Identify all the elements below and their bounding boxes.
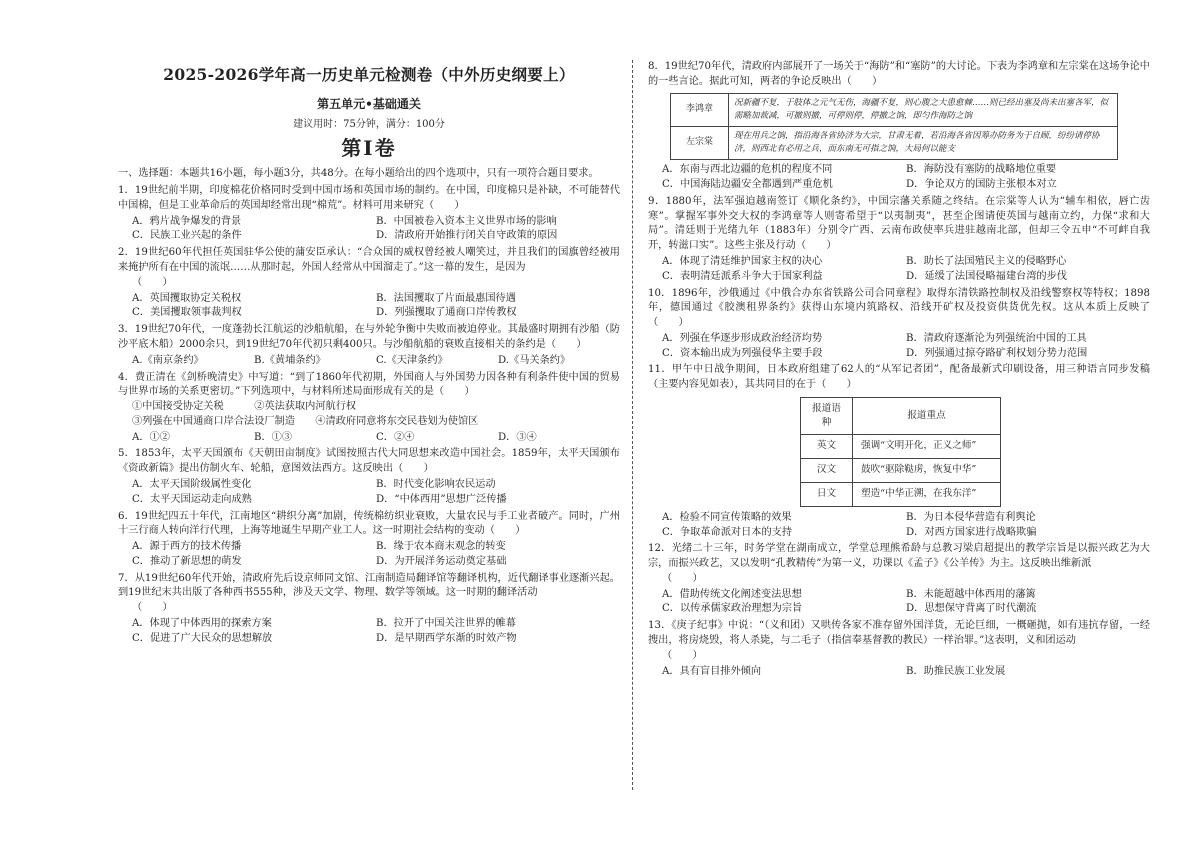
left-column [118, 58, 620, 647]
option-c: C．促进了广大民众的思想解放 [132, 632, 273, 644]
option-c: C．推动了新思想的萌发 [132, 555, 242, 567]
options [648, 163, 1150, 193]
options [118, 431, 620, 446]
option-b: B．法国攫取了片面最惠国待遇 [376, 292, 516, 304]
option-a: A.《南京条约》 [132, 354, 204, 366]
statement-line: ①中国接受协定关税 ②英法获取内河航行权 [132, 401, 357, 413]
option-b: B．海防没有塞防的战略地位重要 [906, 164, 1057, 176]
volume-title: 第Ⅰ卷 [341, 136, 397, 161]
option-c: C．表明清廷派系斗争大于国家利益 [662, 270, 823, 282]
option-d: D．争论双方的国防主张根本对立 [906, 179, 1057, 191]
speaker-quote: 况新疆不复，于肢体之元气无伤，海疆不复，则心腹之大患愈棘……则已经出塞及尚未出塞各军，似需略加裁减，可撤则撤，可停则停，停撤之饷，即匀作海防之饷 [729, 93, 1118, 126]
option-b: B．助长了法国殖民主义的侵略野心 [906, 255, 1067, 267]
option-d: D．“中体西用”思想广泛传播 [376, 493, 507, 505]
table-row [801, 482, 1001, 506]
question-2 [118, 246, 620, 321]
option-d: D.《马关条约》 [498, 354, 571, 366]
options [648, 588, 1150, 618]
options [648, 511, 1150, 541]
report-table [800, 397, 1001, 507]
option-a: A．检验不同宣传策略的效果 [662, 511, 792, 523]
option-d: D．是早期西学东渐的时效产物 [376, 632, 517, 644]
question-12 [648, 542, 1150, 617]
question-6 [118, 510, 620, 570]
option-b: B．清政府逐渐沦为列强统治中国的工具 [906, 332, 1087, 344]
quote-table [670, 93, 1118, 161]
option-a: A．鸦片战争爆发的背景 [132, 215, 242, 227]
column-header: 报道语种 [801, 397, 853, 434]
options [118, 354, 620, 369]
question-8 [648, 60, 1150, 193]
option-b: B．未能超越中体西用的藩篱 [906, 588, 1036, 600]
question-1 [118, 184, 620, 244]
question-stem: 8．19世纪70年代，清政府内部展开了一场关于“海防”和“塞防”的大讨论。下表为李鸿章和左宗棠在这场争论中的一些言论。据此可知，两者的争论反映出（ ） [648, 61, 1150, 87]
question-stem: 5．1853年，太平天国颁布《天朝田亩制度》试图按照古代大同思想来改造中国社会。1859年，太平天国颁布《资政新篇》提出仿制火车、轮船，意图效法西方。这反映出（ ） [118, 448, 620, 475]
option-b: B．为日本侵华营造有利舆论 [906, 511, 1036, 523]
focus-cell: 鼓吹“驱除鞑虏，恢复中华” [853, 458, 1001, 482]
question-7 [118, 572, 620, 647]
question-stem: 4．费正清在《剑桥晚清史》中写道：“到了1860年代初期，外国商人与外国势力因各种有利条件使中国的贸易与世界市场的关系更密切。”下列选项中，与材料所述局面形成有关的是（ ） [118, 371, 620, 398]
option-d: D．③④ [498, 431, 537, 443]
question-13 [648, 619, 1150, 679]
language-cell: 英文 [801, 434, 853, 458]
question-stem: 12．光绪二十三年，时务学堂在湖南成立，学堂总理熊希龄与总教习梁启超提出的教学宗旨是以振兴政艺为大宗，而振兴政艺，又以发明“孔教精传”为第一义，功课以《孟子》《公羊传》为主。这反映出维新派 [648, 543, 1150, 570]
option-b: B．拉开了中国关注世界的帷幕 [376, 618, 516, 630]
table-row [671, 126, 1118, 159]
option-b: B．助推民族工业发展 [906, 665, 1006, 677]
options [118, 292, 620, 322]
options [118, 215, 620, 245]
option-d: D．为开展洋务运动奠定基础 [376, 555, 507, 567]
options [648, 332, 1150, 362]
exam-title: 2025-2026学年高一历史单元检测卷（中外历史纲要上） [163, 65, 575, 84]
question-10 [648, 287, 1150, 362]
option-d: D．对西方国家进行战略欺骗 [906, 526, 1037, 538]
option-a: A．太平天国阶级属性变化 [132, 478, 252, 490]
option-b: B．中国被卷入资本主义世界市场的影响 [376, 215, 557, 227]
focus-cell: 塑造“中华正溯，在我东洋” [853, 482, 1001, 506]
column-divider [632, 60, 633, 790]
question-stem: 9．1880年，法军强迫越南签订《顺化条约》，中国宗藩关系随之终结。在宗棠等人认为“辅车相依，唇亡齿寒”。掌握军事外交大权的李鸿章等人则寄希望于“以夷制夷”，甚至企图请使英国与越南立约，力保“求和大局”。清廷则于光绪九年（1883年）分别令广西、云南布政使率兵进驻越南北部，但却三令五申“不可衅自我开，转滋口实”。这些主张及行动（ ） [648, 195, 1150, 252]
table-row [801, 458, 1001, 482]
statement-line: ③列强在中国通商口岸合法设厂制造 ④清政府同意将东交民巷划为使馆区 [132, 415, 479, 427]
option-c: C．太平天国运动走向成熟 [132, 493, 252, 505]
question-5 [118, 447, 620, 507]
option-c: C．资本输出成为列强侵华主要手段 [662, 347, 823, 359]
option-a: A．①② [132, 431, 170, 443]
option-a: A．源于西方的技术传播 [132, 541, 242, 553]
answer-paren: （ ） [132, 276, 173, 288]
answer-paren: （ ） [662, 572, 703, 584]
speaker-name: 李鸿章 [671, 93, 729, 126]
exam-info: 建议用时：75分钟，满分：100分 [293, 118, 445, 130]
question-stem: 6．19世纪四五十年代，江南地区“耕织分离”加剧，传统棉纺织业衰败，大量农民与手工业者破产。同时，广州十三行商人转向洋行代理，上海等地诞生早期产业工人。这一时期社会结构的变动（ ） [118, 510, 620, 537]
option-c: C．以传承儒家政治理想为宗旨 [662, 603, 803, 615]
option-a: A．东南与西北边疆的危机的程度不同 [662, 164, 833, 176]
option-b: B．①③ [254, 431, 293, 443]
options [118, 478, 620, 508]
speaker-quote: 现在用兵之饷，指沿海各省协济为大宗，甘肃无着，若沿海各省因筹办防务为于自顾，纷纷请停协济，则西北有必用之兵，而东南无可指之饷，大局何以能支 [729, 126, 1118, 159]
option-d: D．思想保守背离了时代潮流 [906, 603, 1037, 615]
speaker-name: 左宗棠 [671, 126, 729, 159]
option-d: D．列强通过掠夺路矿利权划分势力范围 [906, 347, 1088, 359]
question-4 [118, 371, 620, 446]
options [118, 540, 620, 570]
option-b: B．时代变化影响农民运动 [376, 478, 496, 490]
option-a: A．英国攫取协定关税权 [132, 292, 242, 304]
option-a: A．借助传统文化阐述变法思想 [662, 588, 802, 600]
table-row [801, 434, 1001, 458]
exam-subtitle: 第五单元•基础通关 [317, 97, 421, 112]
language-cell: 日文 [801, 482, 853, 506]
question-stem: 2．19世纪60年代担任英国驻华公使的蒲安臣承认：“合众国的威权曾经被人嘲笑过，并且我们的国旗曾经被用来掩护所有在中国的流氓……从那时起，外国人经常从中国溜走了。”这一幕的发生，是因为 [118, 247, 620, 274]
language-cell: 汉文 [801, 458, 853, 482]
option-b: B．缘于农本商末观念的转变 [376, 541, 506, 553]
focus-cell: 强调“文明开化，正义之师” [853, 434, 1001, 458]
right-column [648, 58, 1150, 679]
option-d: D．列强攫取了通商口岸传教权 [376, 307, 517, 319]
section-heading: 一、选择题：本题共16小题，每小题3分，共48分。在每小题给出的四个选项中，只有一项符合题目要求。 [118, 168, 599, 180]
options [118, 617, 620, 647]
option-a: A．列强在华逐步形成政治经济均势 [662, 332, 823, 344]
options [648, 665, 1150, 680]
option-d: D．清政府开始推行闭关自守政策的原因 [376, 230, 558, 242]
option-c: C．②④ [376, 431, 415, 443]
option-a: A．具有盲目排外倾向 [662, 665, 762, 677]
question-stem: 10．1896年，沙俄通过《中俄合办东省铁路公司合同章程》取得东清铁路控制权及沿线警察权等特权；1898年，德国通过《胶澳租界条约》获得山东境内筑路权、沿线开矿权及投资供货优先权。这从本质上反映了（ ） [648, 287, 1150, 329]
statement-list [118, 400, 620, 430]
answer-paren: （ ） [662, 649, 703, 661]
question-stem: 1．19世纪前半期，印度棉花价格同时受到中国市场和英国市场的制约。在中国，印度棉只是补缺，不可能替代中国棉，但是工业革命后的英国却经常出现“棉荒”。材料可用来研究（ ） [118, 185, 620, 211]
table-row [671, 93, 1118, 126]
options [648, 255, 1150, 285]
answer-paren: （ ） [132, 602, 173, 614]
question-3 [118, 323, 620, 368]
question-stem: 11．甲午中日战争期间，日本政府组建了62人的“从军记者团”，配备最新式印刷设备，用三种语言同步发稿（主要内容见如表），其共同目的在于（ ） [648, 364, 1150, 391]
option-c: C．中国海陆边疆安全都遇到严重危机 [662, 179, 833, 191]
question-stem: 13．《庚子纪事》中说：“（义和团）又哄传各家不准存留外国洋货，无论巨细，一概砸抛，如有违抗存留，一经搜出，将房烧毁，将人杀毙，与二毛子（指信奉基督教的教民）一样治罪。”这表明，义和团运动 [648, 620, 1150, 647]
option-d: D．延缓了法国侵略福建台湾的步伐 [906, 270, 1067, 282]
option-b: B.《黄埔条约》 [254, 354, 326, 366]
question-9 [648, 195, 1150, 285]
option-a: A．体现了中体西用的探索方案 [132, 618, 272, 630]
option-c: C.《天津条约》 [376, 354, 448, 366]
option-c: C．民族工业兴起的条件 [132, 230, 242, 242]
option-a: A．体现了清廷维护国家主权的决心 [662, 255, 823, 267]
question-stem: 3．19世纪70年代，一度蓬勃长江航运的沙船航船，在与外轮争衡中失败而被迫停业。其最盛时期拥有沙船（防沙平底木船）2000余只，到19世纪70年代初只剩400只。与沙船航船的衰败直接相关的条约是（ ） [118, 324, 620, 350]
table-header-row [801, 397, 1001, 434]
question-stem: 7．从19世纪60年代开始，清政府先后设京师同文馆、江南制造局翻译馆等翻译机构，近代翻译事业逐渐兴起。到19世纪末共出版了各种西书555种，涉及天文学、物理、数学等领域。这一时期的翻译活动 [118, 572, 620, 599]
option-c: C．争取革命派对日本的支持 [662, 526, 793, 538]
question-11 [648, 363, 1150, 540]
column-header: 报道重点 [853, 397, 1001, 434]
option-c: C．美国攫取领事裁判权 [132, 307, 242, 319]
